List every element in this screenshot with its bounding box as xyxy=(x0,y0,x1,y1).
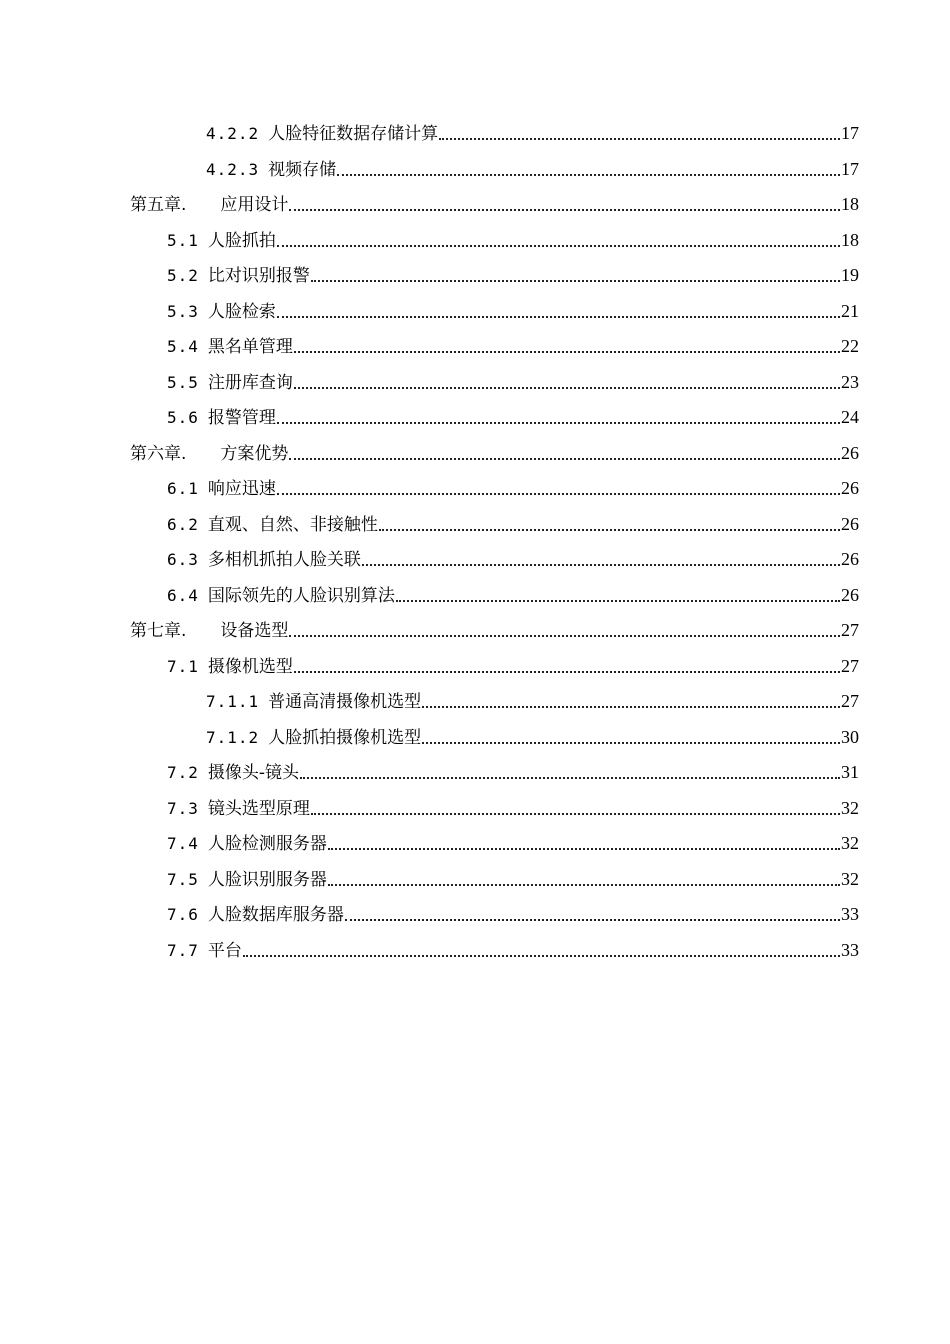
toc-entry[interactable] xyxy=(206,688,859,714)
dot-leader xyxy=(328,860,840,886)
toc-entry[interactable] xyxy=(167,866,859,892)
toc-entry[interactable] xyxy=(167,298,859,324)
toc-entry-title: 人脸数据库服务器 xyxy=(207,905,344,925)
toc-entry-number: 7.1 xyxy=(167,657,199,676)
dot-leader xyxy=(289,434,840,460)
toc-entry[interactable] xyxy=(206,120,859,146)
toc-entry-title: 注册库查询 xyxy=(207,373,293,393)
toc-entry[interactable] xyxy=(206,156,859,182)
toc-entry-page-number: 30 xyxy=(841,727,859,747)
toc-entry-number: 7.7 xyxy=(167,941,199,960)
toc-entry-number: 7.2 xyxy=(167,763,199,782)
toc-entry[interactable] xyxy=(167,227,859,253)
toc-entry-page-number: 24 xyxy=(841,407,859,427)
toc-entry-number: 7.5 xyxy=(167,870,199,889)
toc-entry-title: 镜头选型原理 xyxy=(207,799,310,819)
toc-entry-title: 比对识别报警 xyxy=(207,266,310,286)
toc-entry-page-number: 27 xyxy=(841,656,859,676)
toc-entry-number: 7.1.2 xyxy=(206,728,260,747)
toc-entry-page-number: 31 xyxy=(841,762,859,782)
toc-entry-title: 人脸检索 xyxy=(207,302,276,322)
toc-entry-page-number: 26 xyxy=(841,585,859,605)
toc-entry-number: 5.6 xyxy=(167,408,199,427)
toc-entry[interactable] xyxy=(167,582,859,608)
toc-entry-number: 7.4 xyxy=(167,834,199,853)
toc-entry-page-number: 26 xyxy=(841,514,859,534)
toc-chapter-entry[interactable] xyxy=(130,191,859,217)
toc-entry-number: 4.2.3 xyxy=(206,160,260,179)
toc-entry-title: 平台 xyxy=(207,941,242,961)
toc-entry-number: 5.4 xyxy=(167,337,199,356)
dot-leader xyxy=(289,185,840,211)
toc-entry-title: 方案优势 xyxy=(220,444,289,464)
toc-entry-number: 6.4 xyxy=(167,586,199,605)
toc-entry-title: 报警管理 xyxy=(207,408,276,428)
toc-entry-title: 视频存储 xyxy=(268,160,337,180)
toc-chapter-entry[interactable] xyxy=(130,617,859,643)
toc-entry-number: 7.6 xyxy=(167,905,199,924)
toc-entry-number: 6.2 xyxy=(167,515,199,534)
toc-entry-number: 7.3 xyxy=(167,799,199,818)
dot-leader xyxy=(277,398,840,424)
toc-entry-title: 多相机抓拍人脸关联 xyxy=(207,550,361,570)
dot-leader xyxy=(243,931,840,957)
toc-entry[interactable] xyxy=(167,546,859,572)
toc-entry-page-number: 17 xyxy=(841,123,859,143)
toc-entry-page-number: 32 xyxy=(841,798,859,818)
toc-entry-title: 人脸特征数据存储计算 xyxy=(268,124,439,144)
dot-leader xyxy=(345,895,840,921)
dot-leader xyxy=(328,824,840,850)
dot-leader xyxy=(396,576,840,602)
dot-leader xyxy=(294,363,840,389)
toc-entry-number: 5.2 xyxy=(167,266,199,285)
dot-leader xyxy=(422,718,840,744)
toc-entry[interactable] xyxy=(167,333,859,359)
dot-leader xyxy=(277,221,840,247)
toc-entry-number: 6.1 xyxy=(167,479,199,498)
toc-entry-page-number: 27 xyxy=(841,620,859,640)
toc-entry-number: 5.3 xyxy=(167,302,199,321)
dot-leader xyxy=(300,753,840,779)
toc-entry-title: 人脸抓拍摄像机选型 xyxy=(268,728,422,748)
toc-entry[interactable] xyxy=(167,404,859,430)
toc-entry-page-number: 23 xyxy=(841,372,859,392)
toc-entry[interactable] xyxy=(167,795,859,821)
toc-entry-title: 设备选型 xyxy=(220,621,289,641)
toc-entry-title: 国际领先的人脸识别算法 xyxy=(207,586,395,606)
dot-leader xyxy=(362,540,840,566)
toc-entry-title: 应用设计 xyxy=(220,195,289,215)
toc-entry[interactable] xyxy=(167,511,859,537)
toc-entry-page-number: 27 xyxy=(841,691,859,711)
toc-entry-title: 摄像头-镜头 xyxy=(207,763,300,783)
dot-leader xyxy=(277,469,840,495)
toc-entry-page-number: 21 xyxy=(841,301,859,321)
dot-leader xyxy=(337,150,840,176)
toc-entry[interactable] xyxy=(167,475,859,501)
dot-leader xyxy=(311,789,840,815)
toc-entry-number: 7.1.1 xyxy=(206,692,260,711)
toc-entry[interactable] xyxy=(167,830,859,856)
toc-entry[interactable] xyxy=(167,901,859,927)
dot-leader xyxy=(294,647,840,673)
dot-leader xyxy=(294,327,840,353)
toc-entry-title: 摄像机选型 xyxy=(207,657,293,677)
toc-entry-page-number: 32 xyxy=(841,833,859,853)
toc-entry-title: 响应迅速 xyxy=(207,479,276,499)
toc-entry[interactable] xyxy=(206,724,859,750)
toc-entry-page-number: 33 xyxy=(841,904,859,924)
toc-entry-number: 第五章. xyxy=(130,195,187,215)
dot-leader xyxy=(277,292,840,318)
toc-entry-page-number: 33 xyxy=(841,940,859,960)
toc-entry-page-number: 18 xyxy=(841,230,859,250)
dot-leader xyxy=(379,505,840,531)
toc-chapter-entry[interactable] xyxy=(130,440,859,466)
toc-entry-page-number: 26 xyxy=(841,478,859,498)
toc-entry-page-number: 26 xyxy=(841,549,859,569)
toc-entry-title: 直观、自然、非接触性 xyxy=(207,515,378,535)
dot-leader xyxy=(289,611,840,637)
dot-leader xyxy=(311,256,840,282)
toc-entry-number: 5.5 xyxy=(167,373,199,392)
toc-entry-page-number: 19 xyxy=(841,265,859,285)
toc-entry-page-number: 17 xyxy=(841,159,859,179)
toc-entry-page-number: 26 xyxy=(841,443,859,463)
toc-entry-title: 人脸识别服务器 xyxy=(207,870,327,890)
toc-entry-number: 第七章. xyxy=(130,621,187,641)
toc-entry-title: 人脸检测服务器 xyxy=(207,834,327,854)
toc-entry-title: 人脸抓拍 xyxy=(207,231,276,251)
dot-leader xyxy=(439,114,840,140)
toc-entry[interactable] xyxy=(167,369,859,395)
toc-entry[interactable] xyxy=(167,262,859,288)
toc-entry[interactable] xyxy=(167,759,859,785)
toc-entry-page-number: 22 xyxy=(841,336,859,356)
toc-entry-number: 5.1 xyxy=(167,231,199,250)
toc-entry-number: 6.3 xyxy=(167,550,199,569)
toc-entry-number: 4.2.2 xyxy=(206,124,260,143)
dot-leader xyxy=(422,682,840,708)
toc-entry[interactable] xyxy=(167,937,859,963)
toc-entry-title: 普通高清摄像机选型 xyxy=(268,692,422,712)
toc-entry-page-number: 18 xyxy=(841,194,859,214)
toc-entry-title: 黑名单管理 xyxy=(207,337,293,357)
toc-entry[interactable] xyxy=(167,653,859,679)
toc-entry-page-number: 32 xyxy=(841,869,859,889)
toc-entry-number: 第六章. xyxy=(130,444,187,464)
